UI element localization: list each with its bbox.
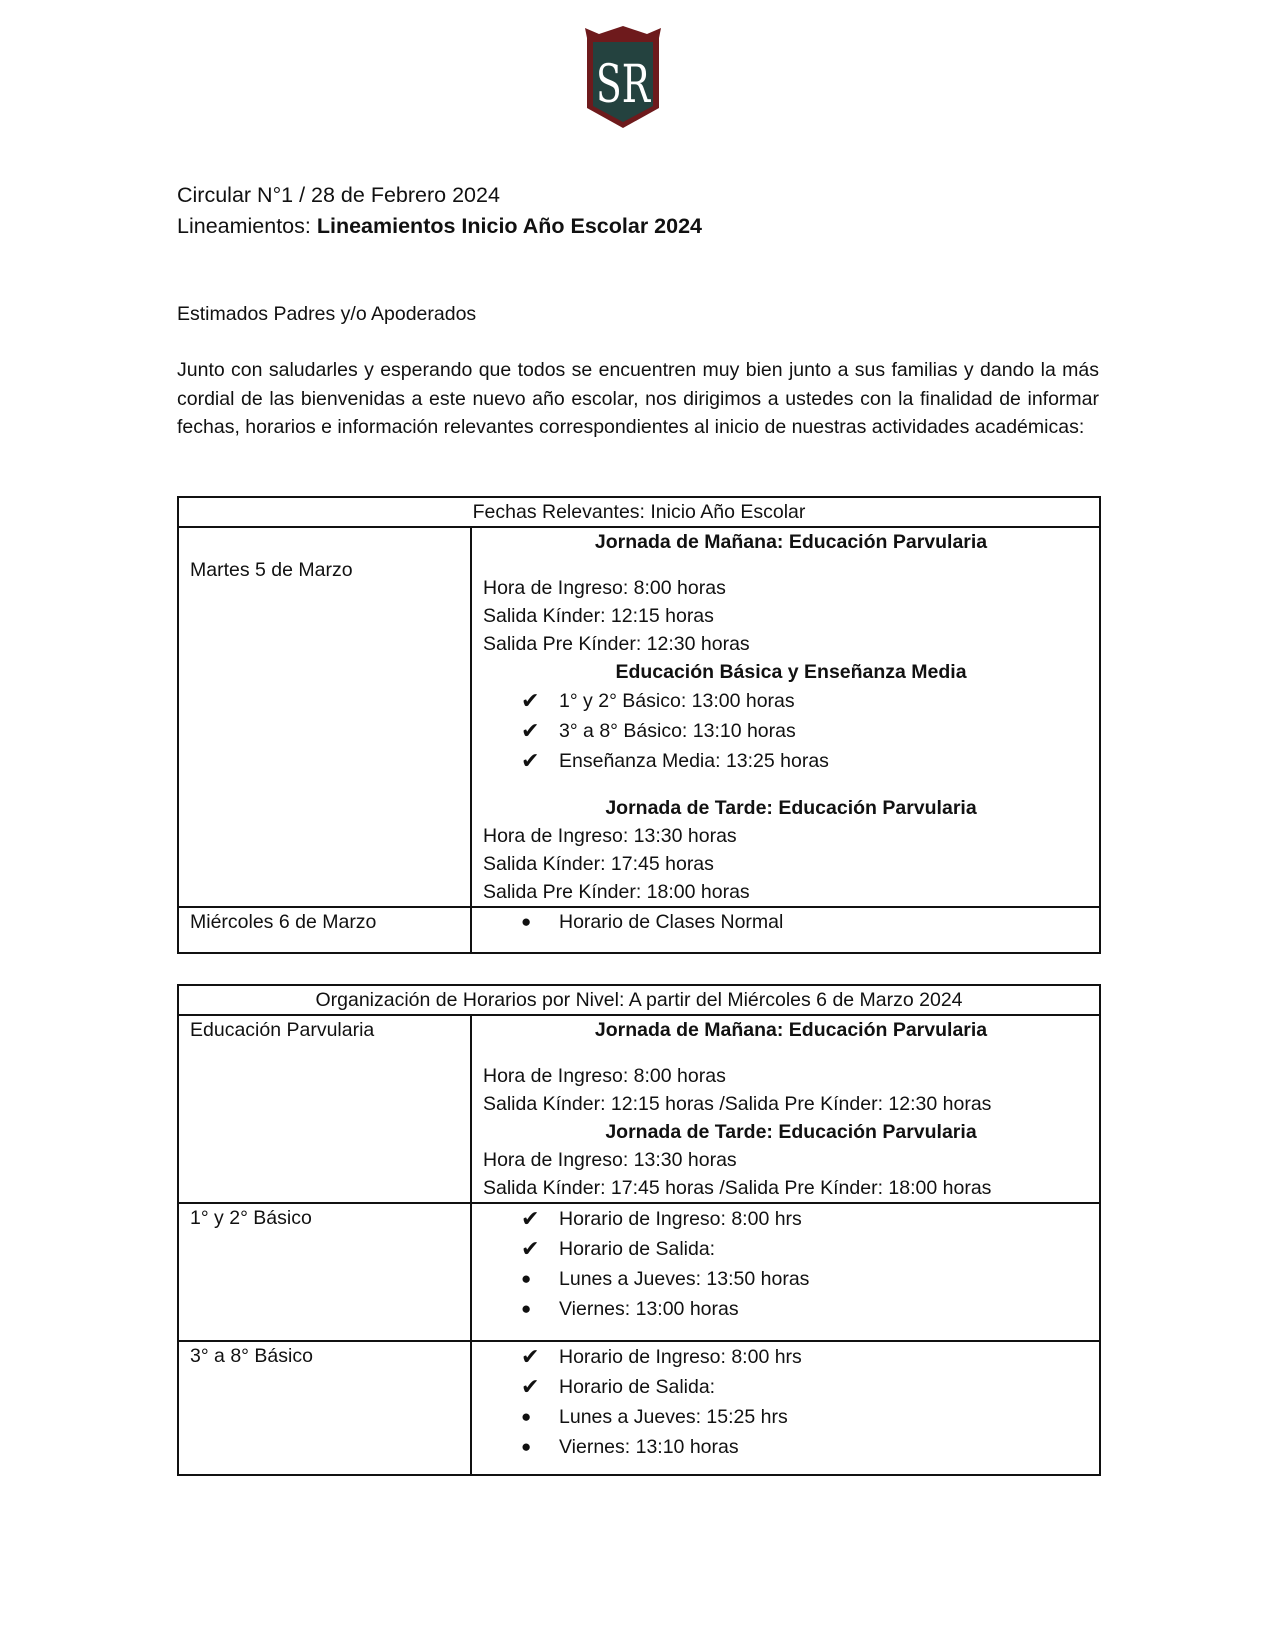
date-cell — [178, 907, 471, 953]
schedule-line: Hora de Ingreso: 13:30 horas — [483, 825, 737, 847]
check-mark-icon: ✔ — [521, 748, 540, 773]
list-item-text: Enseñanza Media: 13:25 horas — [559, 750, 829, 772]
list-item — [483, 908, 1099, 936]
table-row — [178, 527, 1100, 907]
schedule-line: Salida Kínder: 17:45 horas /Salida Pre Kínder: 18:00 horas — [483, 1177, 992, 1199]
circular-line: Circular N°1 / 28 de Febrero 2024 — [177, 183, 500, 207]
table-row — [178, 1015, 1100, 1203]
check-mark-icon: ✔ — [521, 1206, 540, 1231]
list-item-text: Lunes a Jueves: 13:50 horas — [559, 1268, 810, 1290]
list-item-text: Horario de Salida: — [559, 1376, 716, 1398]
level-label: Educación Parvularia — [190, 1019, 375, 1041]
list-item-text: Viernes: 13:00 horas — [559, 1298, 739, 1320]
list-item-text: Viernes: 13:10 horas — [559, 1436, 739, 1458]
schedule-by-level-table — [177, 984, 1101, 1476]
list-item-text: Lunes a Jueves: 15:25 hrs — [559, 1406, 788, 1428]
schedule-line: Salida Pre Kínder: 12:30 horas — [483, 633, 750, 655]
check-mark-icon: ✔ — [521, 1344, 540, 1369]
greeting: Estimados Padres y/o Apoderados — [177, 303, 477, 325]
logo-letters: SR — [596, 55, 652, 115]
list-item — [483, 1234, 1099, 1264]
list-item — [483, 1294, 1099, 1324]
section-title: Jornada de Mañana: Educación Parvularia — [594, 531, 988, 553]
list-item — [483, 1432, 1099, 1462]
list-item — [483, 686, 1099, 716]
schedule-cell — [471, 1015, 1100, 1203]
level-label: 1° y 2° Básico — [190, 1207, 312, 1229]
relevant-dates-table — [177, 496, 1101, 954]
check-mark-icon: ✔ — [521, 1236, 540, 1261]
list-item-text: 1° y 2° Básico: 13:00 horas — [559, 690, 795, 712]
schedule-line: Salida Kínder: 17:45 horas — [483, 853, 714, 875]
table-row — [178, 1341, 1100, 1475]
list-item-text: Horario de Ingreso: 8:00 hrs — [559, 1208, 802, 1230]
schedule-line: Hora de Ingreso: 8:00 horas — [483, 1065, 726, 1087]
bullet-icon: ● — [521, 1437, 532, 1456]
list-item — [483, 1342, 1099, 1372]
table-caption: Fechas Relevantes: Inicio Año Escolar — [178, 497, 1100, 527]
bullet-icon: ● — [521, 1299, 532, 1318]
list-item-text: Horario de Salida: — [559, 1238, 716, 1260]
school-logo — [581, 24, 665, 130]
schedule-cell — [471, 1203, 1100, 1341]
section-title: Jornada de Tarde: Educación Parvularia — [605, 1121, 977, 1143]
lineamientos-line — [177, 211, 702, 242]
lineamientos-label: Lineamientos: — [177, 214, 311, 238]
bullet-icon: ● — [521, 912, 532, 931]
section-title: Educación Básica y Enseñanza Media — [615, 661, 967, 683]
document-header — [177, 180, 702, 242]
table-caption-row — [178, 497, 1100, 527]
section-title: Jornada de Mañana: Educación Parvularia — [594, 1019, 988, 1041]
list-item-text: Horario de Clases Normal — [559, 911, 784, 933]
schedule-line: Salida Kínder: 12:15 horas — [483, 605, 714, 627]
schedule-cell — [471, 1341, 1100, 1475]
schedule-line: Hora de Ingreso: 8:00 horas — [483, 577, 726, 599]
table-caption: Organización de Horarios por Nivel: A partir del Miércoles 6 de Marzo 2024 — [178, 985, 1100, 1015]
list-item — [483, 716, 1099, 746]
table-row — [178, 907, 1100, 953]
date-cell — [178, 527, 471, 907]
schedule-line: Salida Kínder: 12:15 horas /Salida Pre Kínder: 12:30 horas — [483, 1093, 992, 1115]
bullet-icon: ● — [521, 1407, 532, 1426]
table-row — [178, 1203, 1100, 1341]
date-label: Miércoles 6 de Marzo — [190, 911, 377, 933]
schedule-line: Hora de Ingreso: 13:30 horas — [483, 1149, 737, 1171]
lineamientos-title: Lineamientos Inicio Año Escolar 2024 — [316, 214, 702, 238]
section-title: Jornada de Tarde: Educación Parvularia — [605, 797, 977, 819]
level-label: 3° a 8° Básico — [190, 1345, 313, 1367]
schedule-cell — [471, 907, 1100, 953]
date-label: Martes 5 de Marzo — [190, 559, 353, 581]
list-item-text: Horario de Ingreso: 8:00 hrs — [559, 1346, 802, 1368]
check-mark-icon: ✔ — [521, 718, 540, 743]
intro-paragraph: Junto con saludarles y esperando que todos se encuentren muy bien junto a sus familias y dando la más cordial de las bienvenidas a este nuevo año escolar, nos dirigimos a ustedes con la finalidad de informar fechas, horarios e información relevantes correspondientes al inicio de nuestras actividades académicas: — [177, 359, 1099, 438]
check-mark-icon: ✔ — [521, 1374, 540, 1399]
list-item — [483, 1402, 1099, 1432]
level-cell — [178, 1203, 471, 1341]
list-item — [483, 1264, 1099, 1294]
list-item — [483, 746, 1099, 776]
table-caption-row — [178, 985, 1100, 1015]
list-item — [483, 1204, 1099, 1234]
check-mark-icon: ✔ — [521, 688, 540, 713]
schedule-cell — [471, 527, 1100, 907]
schedule-line: Salida Pre Kínder: 18:00 horas — [483, 881, 750, 903]
level-cell — [178, 1341, 471, 1475]
level-cell — [178, 1015, 471, 1203]
list-item — [483, 1372, 1099, 1402]
bullet-icon: ● — [521, 1269, 532, 1288]
list-item-text: 3° a 8° Básico: 13:10 horas — [559, 720, 796, 742]
